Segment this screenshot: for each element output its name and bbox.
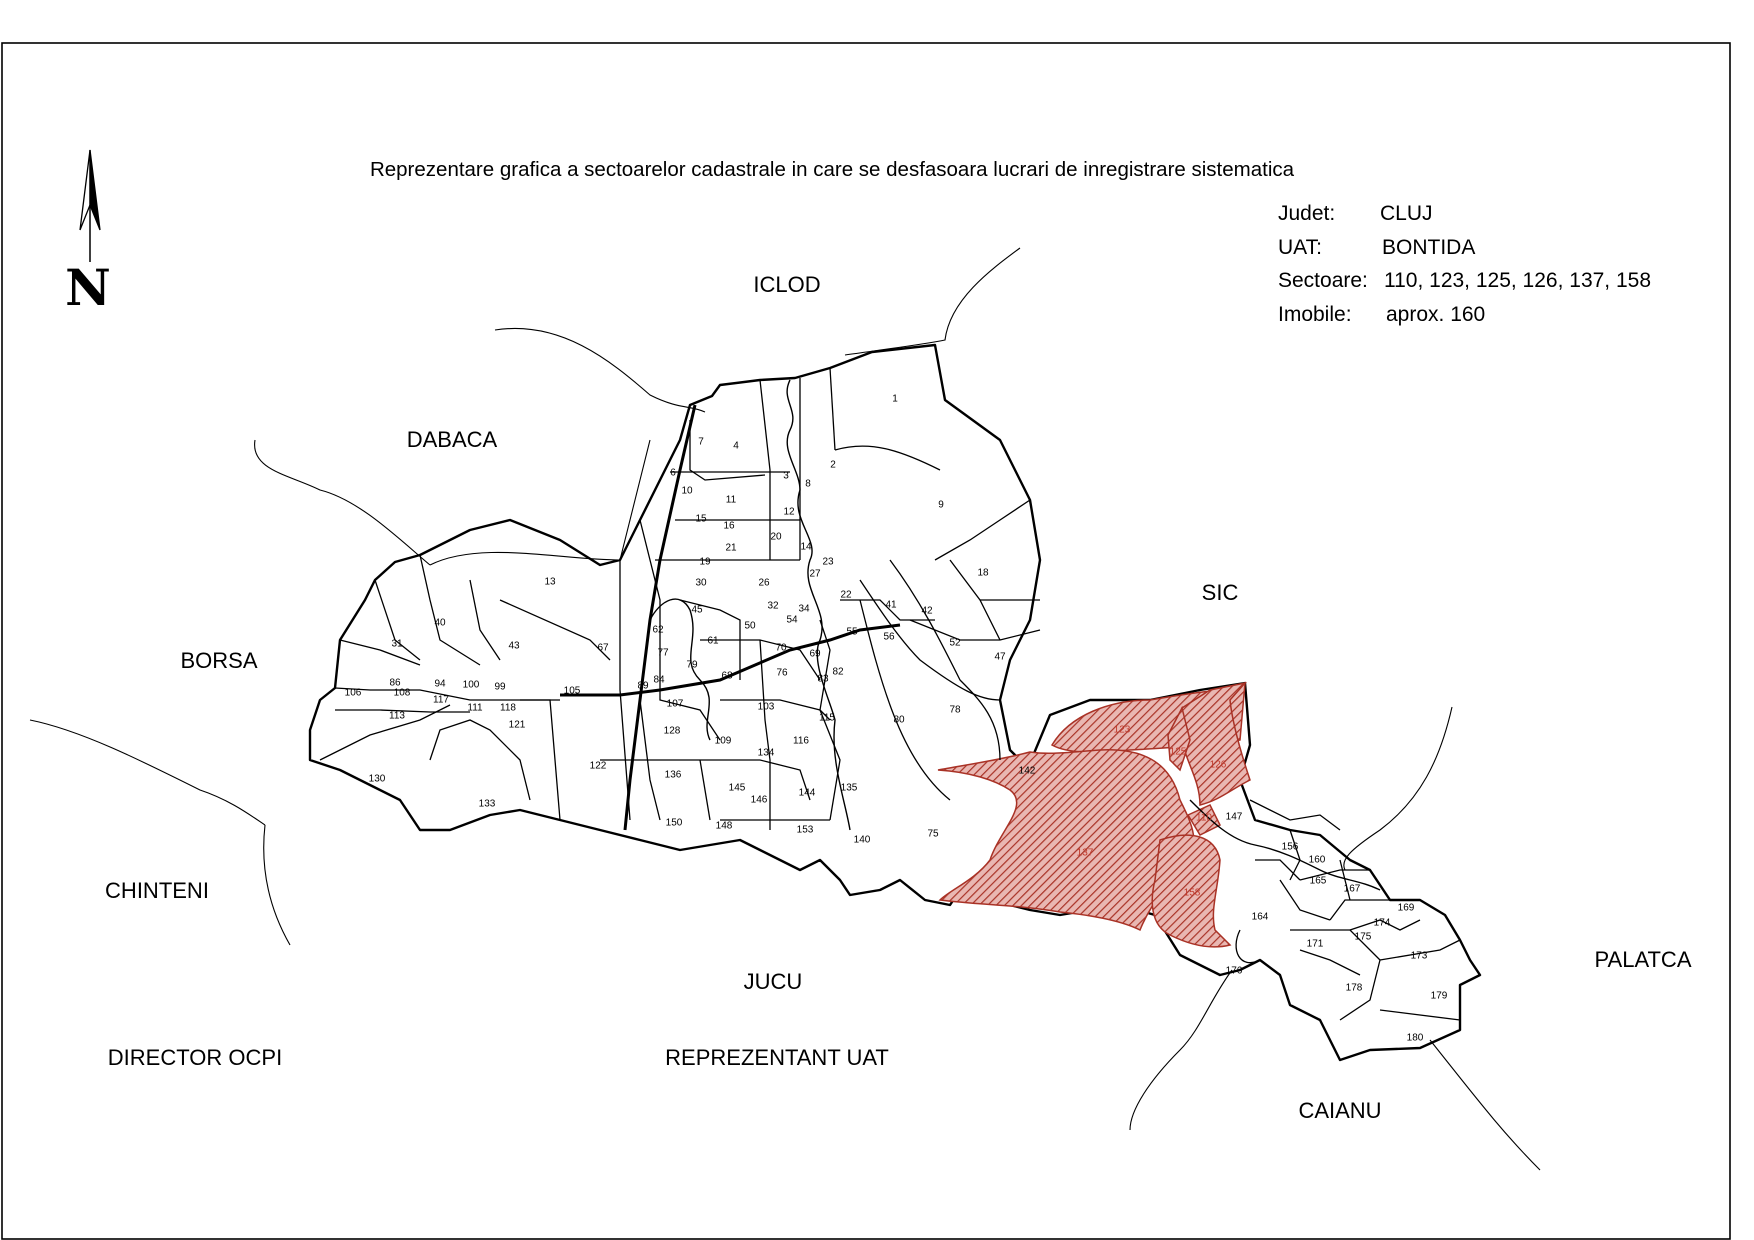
imobile-value: aprox. 160 — [1386, 303, 1486, 326]
neighbor-dabaca: DABACA — [406, 426, 498, 452]
sector-label: 113 — [389, 710, 405, 722]
sector-label: 156 — [1281, 841, 1299, 853]
sector-label: 11 — [725, 494, 737, 506]
sector-label: 79 — [686, 659, 698, 671]
sector-label: 26 — [758, 577, 770, 589]
sector-label: 50 — [744, 620, 756, 632]
highlighted-sector-label: 158 — [1183, 887, 1201, 899]
sector-label: 12 — [783, 506, 795, 518]
sector-label: 100 — [462, 679, 480, 691]
sector-label: 3 — [783, 470, 789, 482]
north-letter: N — [65, 258, 111, 317]
sector-label: 164 — [1251, 911, 1269, 923]
sector-label: 15 — [695, 513, 707, 525]
sector-label: 176 — [1225, 965, 1243, 977]
sector-label: 103 — [757, 701, 775, 713]
sector-label: 31 — [391, 638, 403, 650]
sectoare-value: 110, 123, 125, 126, 137, 158 — [1384, 269, 1652, 292]
sector-label: 77 — [657, 647, 669, 659]
sector-label: 94 — [434, 678, 446, 690]
sector-label: 117 — [433, 694, 449, 706]
reprezentant-uat-label: REPREZENTANT UAT — [665, 1045, 889, 1070]
sector-label: 118 — [500, 702, 516, 714]
sector-label: 133 — [478, 798, 496, 810]
sector-label: 173 — [1410, 950, 1428, 962]
neighbor-borsa: BORSA — [180, 647, 258, 673]
sector-label: 80 — [893, 714, 905, 726]
sector-label: 121 — [508, 719, 526, 731]
somes-river — [787, 380, 850, 830]
uat-label: UAT: — [1278, 236, 1322, 259]
north-arrow-icon — [80, 150, 100, 262]
sector-label: 45 — [691, 604, 703, 616]
sector-label: 150 — [665, 817, 683, 829]
sector-label: 147 — [1225, 811, 1243, 823]
sector-label: 69 — [809, 648, 821, 660]
sector-label: 178 — [1345, 982, 1363, 994]
sector-label: 145 — [728, 782, 746, 794]
sector-label: 106 — [344, 687, 362, 699]
neighbor-boundaries — [30, 248, 1540, 1170]
sector-label: 140 — [853, 834, 871, 846]
sector-label: 122 — [589, 760, 607, 772]
sector-label: 67 — [597, 642, 609, 654]
sector-label: 115 — [819, 712, 835, 724]
sector-label: 86 — [389, 677, 401, 689]
highlighted-sector-label: 125 — [1169, 746, 1187, 758]
neighbor-iclod: ICLOD — [753, 271, 821, 297]
sector-label: 89 — [637, 680, 649, 692]
sector-label: 108 — [393, 687, 411, 699]
sector-label: 47 — [994, 651, 1006, 663]
sector-label: 8 — [805, 478, 811, 490]
sector-label: 43 — [508, 640, 520, 652]
sector-label: 2 — [830, 459, 836, 471]
sector-label: 135 — [840, 782, 858, 794]
judet-value: CLUJ — [1380, 202, 1433, 225]
sector-label: 84 — [653, 674, 665, 686]
sector-label: 116 — [793, 735, 809, 747]
neighbor-sic: SIC — [1201, 579, 1239, 605]
boundary-sic-palatca — [1344, 707, 1452, 870]
sector-label: 10 — [681, 485, 693, 497]
sector-label: 175 — [1354, 931, 1372, 943]
sector-label: 1 — [892, 393, 898, 405]
boundary-iclod-sic — [845, 248, 1020, 355]
sector-label: 107 — [666, 698, 684, 710]
boundary-dabaca-borsa — [255, 440, 430, 565]
sector-label: 40 — [434, 617, 446, 629]
uat-value: BONTIDA — [1382, 236, 1476, 259]
sector-label: 54 — [786, 614, 798, 626]
boundary-caianu-palatca — [1430, 1040, 1540, 1170]
sector-label: 62 — [652, 624, 664, 636]
sector-label: 136 — [664, 769, 682, 781]
sector-label: 55 — [846, 626, 858, 638]
highlighted-sector-label: 123 — [1113, 724, 1131, 736]
sector-label: 34 — [798, 603, 810, 615]
judet-label: Judet: — [1278, 202, 1336, 225]
sector-label: 52 — [949, 637, 961, 649]
sector-label: 142 — [1018, 765, 1036, 777]
sector-label: 153 — [796, 824, 814, 836]
sector-label: 174 — [1373, 917, 1391, 929]
highlighted-sector-label: 126 — [1209, 759, 1227, 771]
sector-label: 130 — [368, 773, 386, 785]
boundary-caianu-jucu — [1130, 970, 1232, 1130]
sector-label: 18 — [977, 567, 989, 579]
sector-label: 111 — [467, 702, 483, 714]
sector-label: 179 — [1430, 990, 1448, 1002]
sector-label: 167 — [1343, 883, 1361, 895]
sector-label: 20 — [770, 531, 782, 543]
sector-label: 70 — [775, 642, 787, 654]
sector-label: 169 — [1397, 902, 1415, 914]
boundary-dabaca-iclod — [430, 440, 650, 565]
neighbor-caianu: CAIANU — [1298, 1097, 1382, 1123]
sectoare-label: Sectoare: — [1278, 269, 1368, 292]
sector-label: 27 — [809, 568, 821, 580]
sector-label: 99 — [494, 681, 506, 693]
sector-label: 13 — [544, 576, 556, 588]
sector-label: 128 — [663, 725, 681, 737]
sector-label: 9 — [938, 499, 944, 511]
sector-label: 23 — [822, 556, 834, 568]
sector-label: 76 — [776, 667, 788, 679]
boundary-borsa-chinteni — [30, 720, 265, 825]
sector-label: 160 — [1308, 854, 1326, 866]
sector-label: 22 — [840, 589, 852, 601]
sector-label: 148 — [715, 820, 733, 832]
sector-label: 41 — [885, 599, 897, 611]
sector-label: 32 — [767, 600, 779, 612]
sector-label: 180 — [1406, 1032, 1424, 1044]
sector-label: 171 — [1306, 938, 1324, 950]
sector-labels — [345, 394, 1448, 1044]
sector-label: 42 — [921, 605, 933, 617]
director-ocpi-label: DIRECTOR OCPI — [107, 1045, 283, 1070]
sector-label: 109 — [714, 735, 732, 747]
sector-label: 165 — [1309, 875, 1327, 887]
sector-label: 19 — [699, 556, 711, 568]
valley-stream — [650, 599, 710, 740]
sector-label: 82 — [832, 666, 844, 678]
sector-label: 30 — [695, 577, 707, 589]
sector-label: 105 — [563, 685, 581, 697]
sector-label: 146 — [750, 794, 768, 806]
sector-label: 7 — [698, 436, 704, 448]
sector-label: 83 — [817, 673, 829, 685]
neighbor-chinteni: CHINTENI — [105, 877, 209, 903]
boundary-chinteni-jucu — [264, 825, 290, 945]
neighbor-jucu: JUCU — [743, 968, 803, 994]
sector-label: 61 — [707, 635, 719, 647]
imobile-label: Imobile: — [1278, 303, 1352, 326]
map-title: Reprezentare grafica a sectoarelor cadastrale in care se desfasoara lucrari de inregistrare sistematica — [369, 158, 1295, 181]
highlighted-sector-label: 110 — [1196, 812, 1212, 824]
sector-label: 14 — [800, 541, 812, 553]
sector-label: 4 — [733, 440, 739, 452]
sector-label: 6 — [670, 467, 676, 479]
sector-label: 78 — [949, 704, 961, 716]
sector-label: 68 — [721, 670, 733, 682]
neighbor-palatca: PALATCA — [1594, 946, 1692, 972]
sector-label: 56 — [883, 631, 895, 643]
boundary-iclod-dabaca — [495, 328, 705, 412]
sector-label: 75 — [927, 828, 939, 840]
highlighted-sector-label: 137 — [1076, 847, 1094, 859]
sector-boundaries — [320, 368, 1460, 1020]
sector-label: 16 — [723, 520, 735, 532]
sector-label: 144 — [798, 787, 816, 799]
uat-outline — [310, 345, 1480, 1060]
sector-label: 21 — [725, 542, 737, 554]
sector-label: 134 — [757, 747, 775, 759]
